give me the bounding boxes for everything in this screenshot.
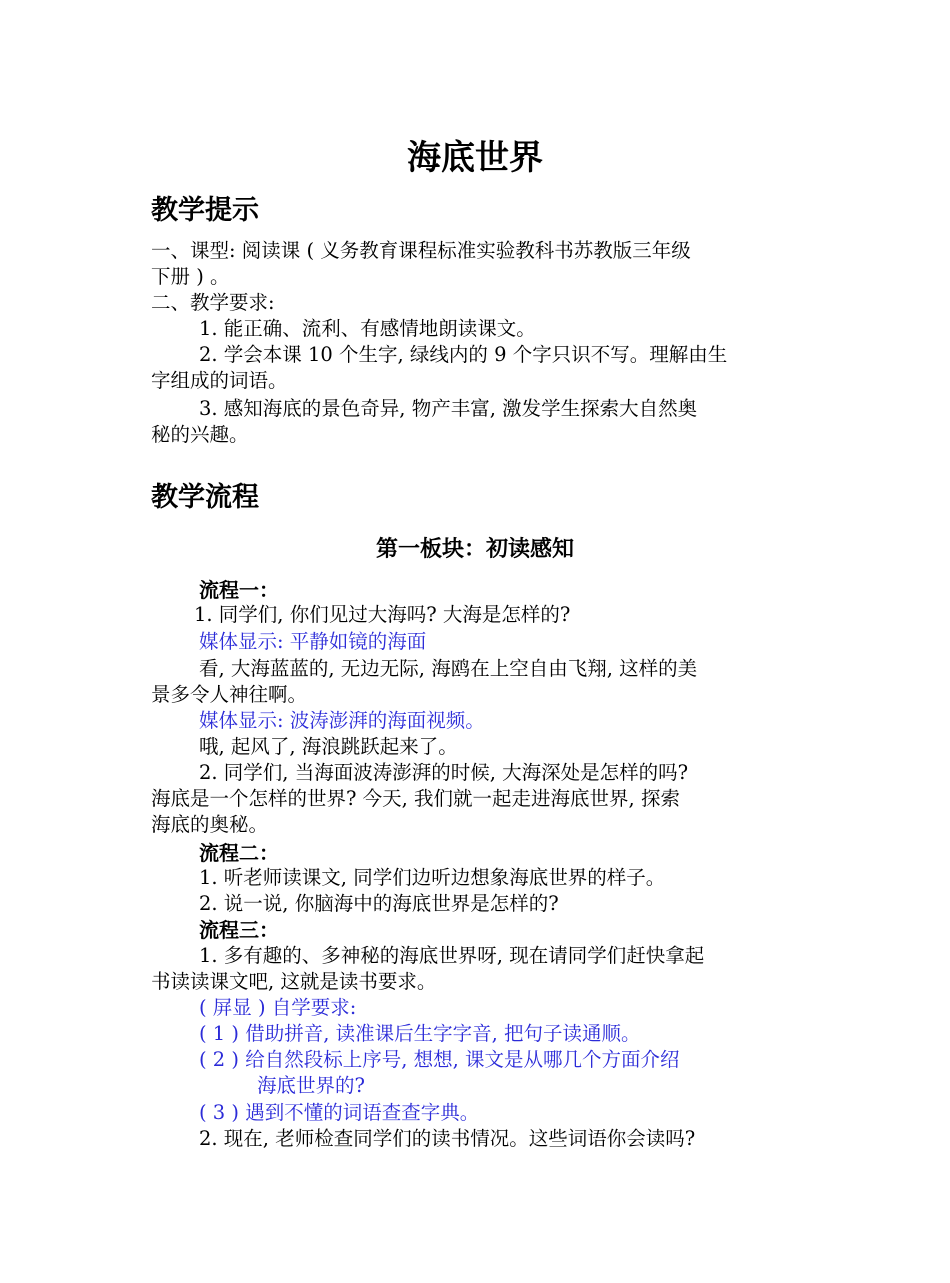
flow-line: 1. 多有趣的、多神秘的海底世界呀, 现在请同学们赶快拿起 [199, 944, 705, 967]
self-study-item-2-cont: 海底世界的? [257, 1074, 365, 1097]
requirements-heading: 二、教学要求: [151, 291, 275, 314]
screen-display-line: ( 屏显 ) 自学要求: [199, 996, 357, 1019]
media-display-line: 媒体显示: 平静如镜的海面 [199, 630, 427, 653]
document-title: 海底世界 [407, 138, 543, 178]
flow-line: 海底是一个怎样的世界? 今天, 我们就一起走进海底世界, 探索 [151, 787, 680, 810]
requirement-1: 1. 能正确、流利、有感情地朗读课文。 [199, 317, 536, 340]
flow-line: 看, 大海蓝蓝的, 无边无际, 海鸥在上空自由飞翔, 这样的美 [199, 657, 698, 680]
requirement-3-cont: 秘的兴趣。 [151, 423, 249, 446]
flow-line: 景多令人神往啊。 [151, 683, 308, 706]
requirement-3: 3. 感知海底的景色奇异, 物产丰富, 激发学生探索大自然奥 [199, 397, 698, 420]
self-study-item-2: ( 2 ) 给自然段标上序号, 想想, 课文是从哪几个方面介绍 [199, 1048, 680, 1071]
requirement-2-cont: 字组成的词语。 [151, 369, 288, 392]
flow-line: 哦, 起风了, 海浪跳跃起来了。 [199, 735, 458, 758]
teaching-flow-heading: 教学流程 [151, 482, 259, 513]
media-display-line: 媒体显示: 波涛澎湃的海面视频。 [199, 709, 485, 732]
self-study-item-3: ( 3 ) 遇到不懂的词语查查字典。 [199, 1101, 480, 1124]
flow-line: 2. 同学们, 当海面波涛澎湃的时候, 大海深处是怎样的吗? [199, 761, 689, 784]
flow-step-one: 流程一： [199, 578, 279, 602]
flow-line: 1. 同学们, 你们见过大海吗? 大海是怎样的? [194, 603, 571, 626]
flow-line: 海底的奥秘。 [151, 813, 269, 836]
lesson-type-line-cont: 下册 ) 。 [151, 265, 230, 288]
flow-line: 书读读课文吧, 这就是读书要求。 [151, 970, 437, 993]
flow-step-two: 流程二： [199, 841, 279, 865]
flow-step-three: 流程三： [199, 918, 279, 942]
self-study-item-1: ( 1 ) 借助拼音, 读准课后生字字音, 把句子读通顺。 [199, 1022, 641, 1045]
flow-line: 2. 说一说, 你脑海中的海底世界是怎样的? [199, 892, 559, 915]
block-one-title: 第一板块：初读感知 [375, 537, 574, 562]
teaching-tips-heading: 教学提示 [151, 195, 259, 226]
flow-line: 2. 现在, 老师检查同学们的读书情况。这些词语你会读吗? [199, 1127, 696, 1150]
flow-line: 1. 听老师读课文, 同学们边听边想象海底世界的样子。 [199, 866, 666, 889]
requirement-2: 2. 学会本课 10 个生字, 绿线内的 9 个字只识不写。理解由生 [199, 343, 728, 366]
lesson-type-line: 一、课型: 阅读课 ( 义务教育课程标准实验教科书苏教版三年级 [151, 239, 691, 262]
